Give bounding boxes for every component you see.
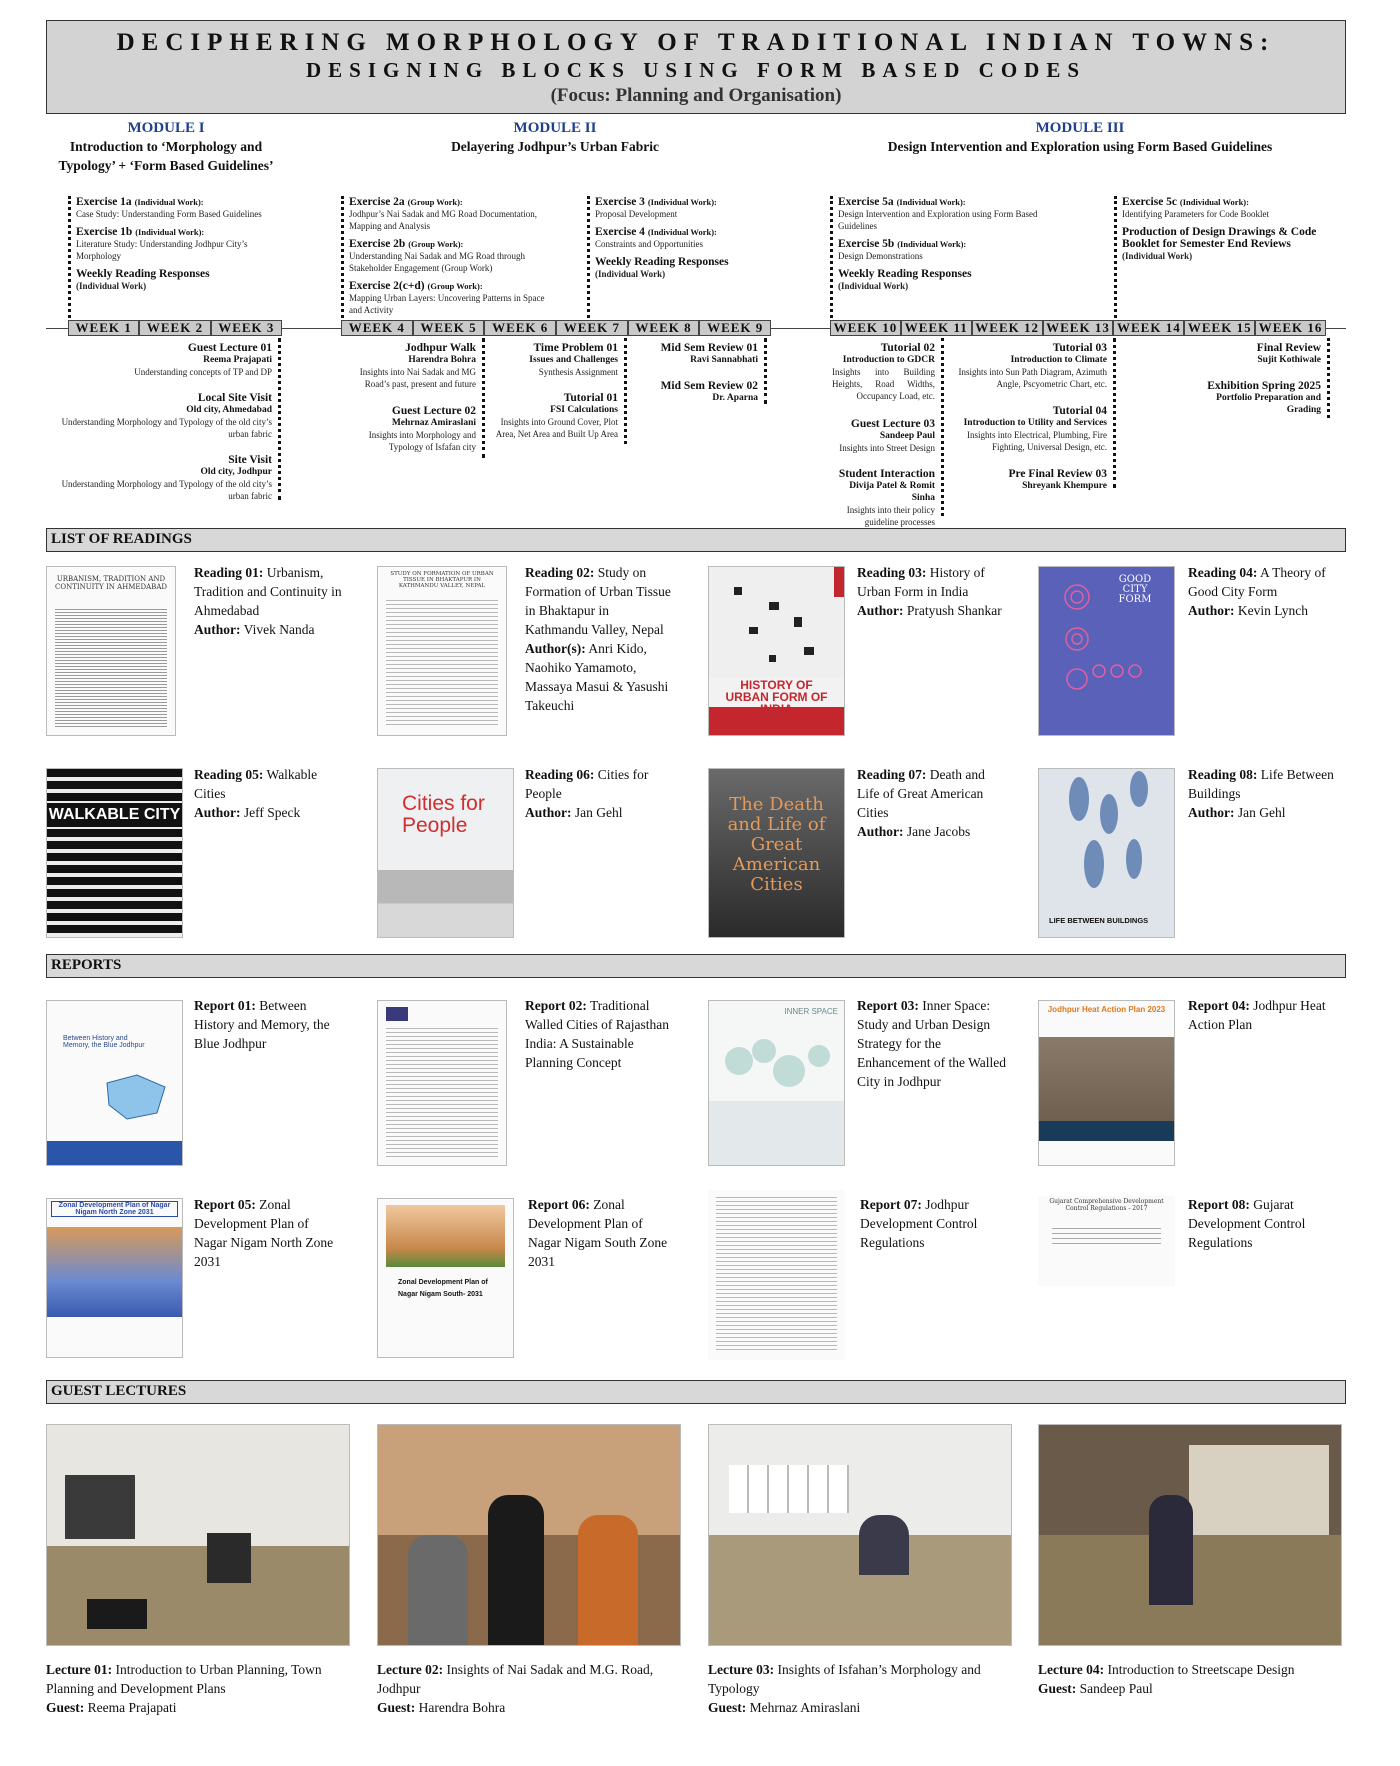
exercise-item: Exercise 2a (Group Work): Jodhpur’s Nai Sadak and MG Road Documentation, Mapping and Analysis [349,196,538,231]
event-tutorial-04: Tutorial 04 Introduction to Utility and Services Insights into Electrical, Plumbing, Fire Fighting, Universal Design, etc. [963,405,1107,452]
event-mid-sem-review-01: Mid Sem Review 01 Ravi Sannabhati [660,342,758,365]
title-line-2: DESIGNING BLOCKS USING FORM BASED CODES [305,58,1086,82]
event-student-interaction: Student Interaction Divija Patel & Romit Sinha Insights into their policy guideline processes [838,468,935,527]
event-local-site-visit: Local Site Visit Old city, Ahmedabad Understanding Morphology and Typology of the old city’s urban fabric [61,392,272,439]
module-3-subtitle: Design Intervention and Exploration using Form Based Guidelines [887,139,1273,154]
reading-04-info: Reading 04: A Theory of Good City Form Author: Kevin Lynch [1188,565,1326,618]
event-jodhpur-walk: Jodhpur Walk Harendra Bohra Insights into Nai Sadak and MG Road’s past, present and future [359,342,476,389]
event-guest-lecture-03: Guest Lecture 03 Sandeep Paul Insights into Street Design [839,418,935,453]
event-site-visit: Site Visit Old city, Jodhpur Understanding Morphology and Typology of the old city’s urban fabric [61,454,272,501]
week-group-1 [68,320,282,336]
flower-illustration [1039,567,1175,736]
lecture-04-caption: Lecture 04: Introduction to Streetscape Design Guest: Sandeep Paul [1038,1662,1295,1696]
report-07-cover [708,1190,845,1360]
module-2 [420,120,690,156]
week-label: WEEK 5 [413,320,485,336]
module-3 [860,120,1300,156]
event-tutorial-03: Tutorial 03 Introduction to Climate Insights into Sun Path Diagram, Azimuth Angle, Pscyometric Chart, etc. [958,342,1107,389]
reading-08-cover: LIFE BETWEEN BUILDINGS [1038,768,1175,938]
map-illustration [47,1001,183,1166]
report-08-info: Report 08: Gujarat Development Control Regulations [1188,1197,1306,1250]
week-label: WEEK 13 [1043,320,1114,336]
week-label: WEEK 14 [1113,320,1184,336]
event-mid-sem-review-02: Mid Sem Review 02 Dr. Aparna [660,380,758,403]
week-label: WEEK 16 [1255,320,1326,336]
report-01-cover: Between History and Memory, the Blue Jodhpur [46,1000,183,1166]
lecture-03-photo [708,1424,1012,1646]
week-label: WEEK 3 [211,320,282,336]
report-03-info: Report 03: Inner Space: Study and Urban Design Strategy for the Enhancement of the Walled City in Jodhpur [857,998,1006,1089]
module-3-heading: MODULE III [1035,120,1125,136]
dotted-connector [482,338,485,458]
reading-02-info: Reading 02: Study on Formation of Urban Tissue in Bhaktapur in Kathmandu Valley, Nepal Author(s): Anri Kido, Naohiko Yamamoto, Massaya Masui & Yasushi Takeuchi [525,565,671,713]
title-line-1: DECIPHERING MORPHOLOGY OF TRADITIONAL INDIAN TOWNS: [116,29,1276,56]
dotted-connector [941,338,944,516]
sketch-illustration [709,1001,845,1166]
exercise-item: Exercise 5b (Individual Work): Design Demonstrations [838,238,967,261]
event-guest-lecture-01: Guest Lecture 01 Reema Prajapati Understanding concepts of TP and DP [134,342,272,377]
lecture-03-caption: Lecture 03: Insights of Isfahan’s Morphology and Typology Guest: Mehrnaz Amiraslani [708,1662,981,1715]
week-label: WEEK 11 [901,320,972,336]
report-03-cover: INNER SPACE [708,1000,845,1166]
title-banner [46,20,1346,114]
module-2-subtitle: Delayering Jodhpur’s Urban Fabric [451,139,659,154]
week-label: WEEK 6 [484,320,556,336]
exercise-item: Exercise 2b (Group Work): Understanding Nai Sadak and MG Road through Stakeholder Engagement (Group Work) [349,238,525,273]
report-07-info: Report 07: Jodhpur Development Control Regulations [860,1197,978,1250]
report-05-info: Report 05: Zonal Development Plan of Nagar Nigam North Zone 2031 [194,1197,334,1269]
dotted-connector [68,196,71,324]
exercise-item: Production of Design Drawings & Code Booklet for Semester End Reviews (Individual Work) [1122,226,1317,261]
section-lectures-header: GUEST LECTURES [46,1380,1346,1404]
lecture-04-photo [1038,1424,1342,1646]
week-label: WEEK 1 [68,320,139,336]
event-pre-final-review-03: Pre Final Review 03 Shreyank Khempure [1008,468,1107,491]
lecture-01-photo [46,1424,350,1646]
report-05-cover: Zonal Development Plan of Nagar Nigam North Zone 2031 [46,1198,183,1358]
exercise-item: Weekly Reading Responses (Individual Work) [595,256,729,279]
event-time-problem-01: Time Problem 01 Issues and Challenges Synthesis Assignment [529,342,618,377]
section-readings-header: LIST OF READINGS [46,528,1346,552]
module-1-heading: MODULE I [127,120,205,136]
module-2-heading: MODULE II [513,120,597,136]
reading-03-info: Reading 03: History of Urban Form in India Author: Pratyush Shankar [857,565,1002,618]
lecture-02-caption: Lecture 02: Insights of Nai Sadak and M.G. Road, Jodhpur Guest: Harendra Bohra [377,1662,654,1715]
week-label: WEEK 7 [556,320,628,336]
week-label: WEEK 10 [830,320,901,336]
exercise-item: Weekly Reading Responses (Individual Work) [76,268,210,291]
report-06-cover: Zonal Development Plan of Nagar Nigam South- 2031 [377,1198,514,1358]
exercise-column-2 [349,196,554,322]
dotted-connector [1114,196,1117,324]
dotted-connector [830,196,833,324]
exercise-column-1 [76,196,286,298]
week-group-3 [830,320,1326,336]
title-focus: (Focus: Planning and Organisation) [550,85,842,106]
dotted-connector [587,196,590,324]
people-silhouettes [1039,769,1175,938]
reading-01-info: Reading 01: Urbanism, Tradition and Continuity in Ahmedabad Author: Vivek Nanda [194,565,342,637]
exercise-item: Exercise 5c (Individual Work): Identifying Parameters for Code Booklet [1122,196,1269,219]
exercise-item: Exercise 5a (Individual Work): Design Intervention and Exploration using Form Based Guidelines [838,196,1038,231]
dotted-connector [764,338,767,404]
dotted-connector [624,338,627,444]
report-01-info: Report 01: Between History and Memory, the Blue Jodhpur [194,998,330,1051]
reading-02-cover: STUDY ON FORMATION OF URBAN TISSUE IN BHAKTAPUR IN KATHMANDU VALLEY, NEPAL [377,566,507,736]
dotted-connector [341,196,344,324]
week-group-2 [341,320,771,336]
lecture-02-photo [377,1424,681,1646]
reading-04-cover: GOOD CITY FORM [1038,566,1175,736]
report-04-cover: Jodhpur Heat Action Plan 2023 [1038,1000,1175,1166]
exercise-item: Exercise 3 (Individual Work): Proposal Development [595,196,717,219]
dotted-connector [278,338,281,500]
reading-05-cover: WALKABLE CITY [46,768,183,938]
exercise-column-4 [838,196,1038,298]
exercise-item: Exercise 4 (Individual Work): Constraints and Opportunities [595,226,717,249]
dotted-connector [1327,338,1330,418]
report-06-info: Report 06: Zonal Development Plan of Nagar Nigam South Zone 2031 [528,1197,668,1269]
exercise-item: Exercise 2(c+d) (Group Work): Mapping Urban Layers: Uncovering Patterns in Space and Activity [349,280,545,315]
exercise-item: Weekly Reading Responses (Individual Work) [838,268,972,291]
event-tutorial-02: Tutorial 02 Introduction to GDCR Insights into Building Heights, Road Widths, Occupancy Load, etc. [832,342,935,401]
reading-06-cover: Cities for People [377,768,514,938]
week-label: WEEK 12 [972,320,1043,336]
report-08-cover: Gujarat Comprehensive Development Control Regulations - 2017 [1038,1196,1175,1286]
event-exhibition: Exhibition Spring 2025 Portfolio Preparation and Grading [1207,380,1321,415]
module-1-subtitle: Introduction to ‘Morphology and Typology’ + ‘Form Based Guidelines’ [58,139,274,173]
dotted-connector [1113,338,1116,488]
report-04-info: Report 04: Jodhpur Heat Action Plan [1188,998,1326,1032]
event-tutorial-01: Tutorial 01 FSI Calculations Insights into Ground Cover, Plot Area, Net Area and Built Up Area [495,392,618,439]
reading-03-cover: HISTORY OF URBAN FORM OF INDIA [708,566,845,736]
module-1 [46,120,286,175]
week-label: WEEK 2 [139,320,210,336]
exercise-item: Exercise 1b (Individual Work): Literature Study: Understanding Jodhpur City’s Morphology [76,226,248,261]
reading-08-info: Reading 08: Life Between Buildings Author: Jan Gehl [1188,767,1334,820]
event-guest-lecture-02: Guest Lecture 02 Mehrnaz Amiraslani Insights into Morphology and Typology of Isfafan city [368,405,476,452]
report-02-info: Report 02: Traditional Walled Cities of Rajasthan India: A Sustainable Planning Concept [525,998,670,1070]
exercise-item: Exercise 1a (Individual Work): Case Study: Understanding Form Based Guidelines [76,196,262,219]
lecture-01-caption: Lecture 01: Introduction to Urban Planning, Town Planning and Development Plans Guest: Reema Prajapati [46,1662,322,1715]
exercise-column-5 [1122,196,1332,268]
reading-07-info: Reading 07: Death and Life of Great American Cities Author: Jane Jacobs [857,767,985,839]
reading-01-cover: URBANISM, TRADITION AND CONTINUITY IN AHMEDABAD [46,566,176,736]
reading-07-cover: The Death and Life of Great American Cities [708,768,845,938]
report-02-cover [377,1000,507,1166]
week-label: WEEK 8 [628,320,700,336]
week-label: WEEK 15 [1184,320,1255,336]
week-label: WEEK 9 [699,320,771,336]
reading-06-info: Reading 06: Cities for People Author: Jan Gehl [525,767,649,820]
reading-05-info: Reading 05: Walkable Cities Author: Jeff Speck [194,767,318,820]
event-final-review: Final Review Sujit Kothiwale [1256,342,1321,365]
week-label: WEEK 4 [341,320,413,336]
section-reports-header: REPORTS [46,954,1346,978]
exercise-column-3 [595,196,790,286]
